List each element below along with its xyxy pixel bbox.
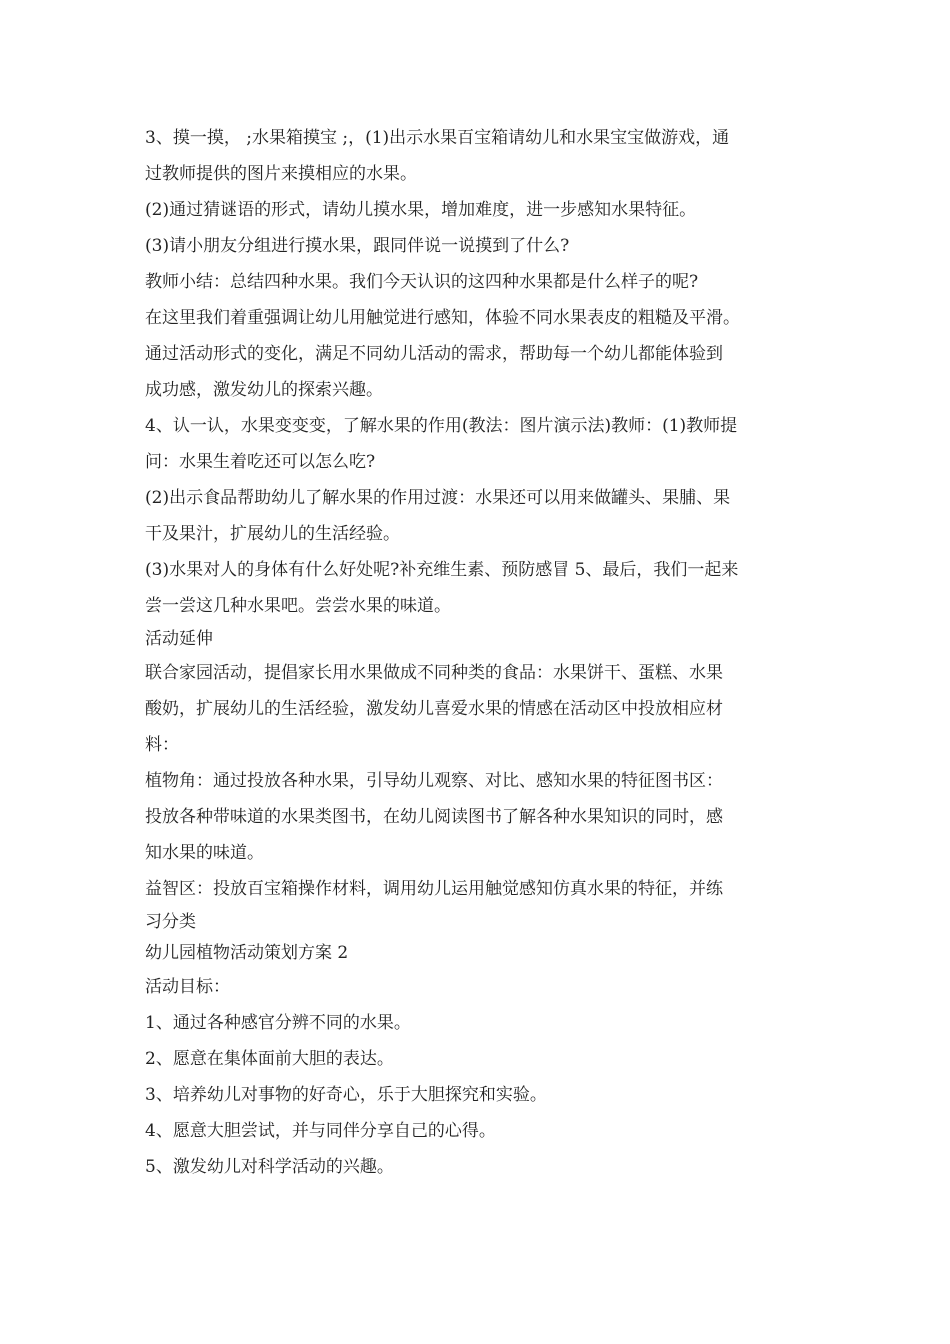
text-line: 在这里我们着重强调让幼儿用触觉进行感知，体验不同水果表皮的粗糙及平滑。	[145, 308, 740, 328]
text-line: 联合家园活动，提倡家长用水果做成不同种类的食品：水果饼干、蛋糕、水果	[145, 663, 723, 683]
text-line: 问：水果生着吃还可以怎么吃?	[145, 452, 376, 472]
text-line: 成功感，激发幼儿的探索兴趣。	[145, 380, 383, 400]
text-line: 投放各种带味道的水果类图书，在幼儿阅读图书了解各种水果知识的同时，感	[145, 807, 723, 827]
list-item: 5、激发幼儿对科学活动的兴趣。	[145, 1157, 394, 1177]
text-line: (2)出示食品帮助幼儿了解水果的作用过渡：水果还可以用来做罐头、果脯、果	[145, 488, 731, 508]
text-line: 干及果汁，扩展幼儿的生活经验。	[145, 524, 400, 544]
list-item: 2、愿意在集体面前大胆的表达。	[145, 1049, 394, 1069]
text-line: 4、认一认，水果变变变，了解水果的作用(教法：图片演示法)教师：(1)教师提	[145, 416, 738, 436]
text-line: (3)水果对人的身体有什么好处呢?补充维生素、预防感冒 5、最后，我们一起来	[145, 560, 739, 580]
list-item: 1、通过各种感官分辨不同的水果。	[145, 1013, 411, 1033]
text-line: 教师小结：总结四种水果。我们今天认识的这四种水果都是什么样子的呢?	[145, 272, 699, 292]
text-line: 过教师提供的图片来摸相应的水果。	[145, 164, 417, 184]
text-line: 植物角：通过投放各种水果，引导幼儿观察、对比、感知水果的特征图书区：	[145, 771, 723, 791]
document-body	[145, 120, 825, 1185]
section-heading: 活动延伸	[145, 629, 213, 649]
text-line: 酸奶，扩展幼儿的生活经验，激发幼儿喜爱水果的情感在活动区中投放相应材	[145, 699, 723, 719]
text-line: 尝一尝这几种水果吧。尝尝水果的味道。	[145, 596, 451, 616]
text-line: (3)请小朋友分组进行摸水果，跟同伴说一说摸到了什么?	[145, 236, 570, 256]
section-heading: 活动目标：	[145, 977, 230, 997]
text-line: 料：	[145, 735, 179, 755]
text-line: 知水果的味道。	[145, 843, 264, 863]
list-item: 4、愿意大胆尝试，并与同伴分享自己的心得。	[145, 1121, 496, 1141]
text-line: 益智区：投放百宝箱操作材料，调用幼儿运用触觉感知仿真水果的特征，并练	[145, 879, 723, 899]
text-line: (2)通过猜谜语的形式，请幼儿摸水果，增加难度，进一步感知水果特征。	[145, 200, 697, 220]
list-item: 3、培养幼儿对事物的好奇心，乐于大胆探究和实验。	[145, 1085, 547, 1105]
text-line: 通过活动形式的变化，满足不同幼儿活动的需求，帮助每一个幼儿都能体验到	[145, 344, 723, 364]
text-line: 3、摸一摸， ;水果箱摸宝 ;，(1)出示水果百宝箱请幼儿和水果宝宝做游戏，通	[145, 128, 730, 148]
section-heading: 幼儿园植物活动策划方案 2	[145, 943, 349, 963]
text-line: 习分类	[145, 912, 196, 932]
